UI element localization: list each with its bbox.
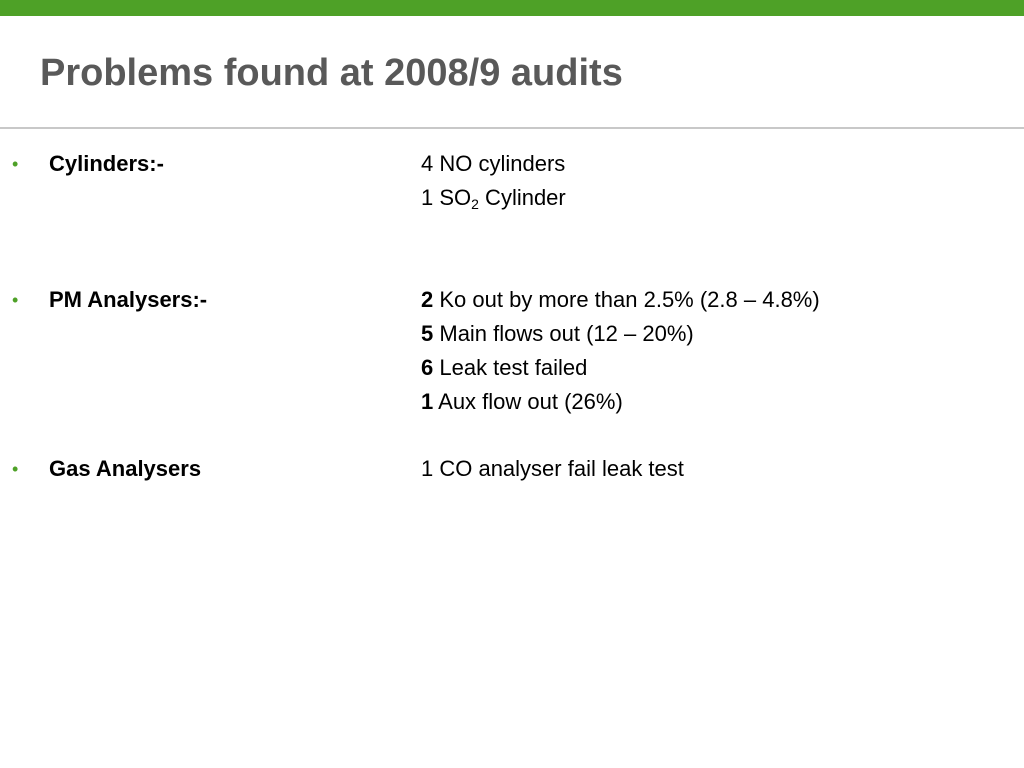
pm-analysers-line-2: 5 Main flows out (12 – 20%) [421,321,694,346]
section-label-cylinders: Cylinders:- [49,151,164,176]
bullet-icon: • [12,154,19,174]
cylinders-line-1: 4 NO cylinders [421,151,566,176]
section-label-gas-analysers: Gas Analysers [49,456,202,481]
bullet-icon: • [12,459,19,479]
subscript-2: 2 [471,196,479,212]
bullet-icon: • [12,290,19,310]
pm-analysers-line-3: 6 Leak test failed [421,355,588,380]
page-title: Problems found at 2008/9 audits [40,52,623,94]
cylinders-line-2: 1 $SO_2$ Cylinder [421,185,566,212]
pm-analysers-line-1: 2 Ko out by more than 2.5% (2.8 – 4.8%) [421,287,820,312]
gas-analysers-line-1: 1 CO analyser fail leak test [421,456,684,481]
section-label-pm-analysers: PM Analysers:- [49,287,208,312]
pm-analysers-line-4: 1 Aux flow out (26%) [421,389,623,414]
